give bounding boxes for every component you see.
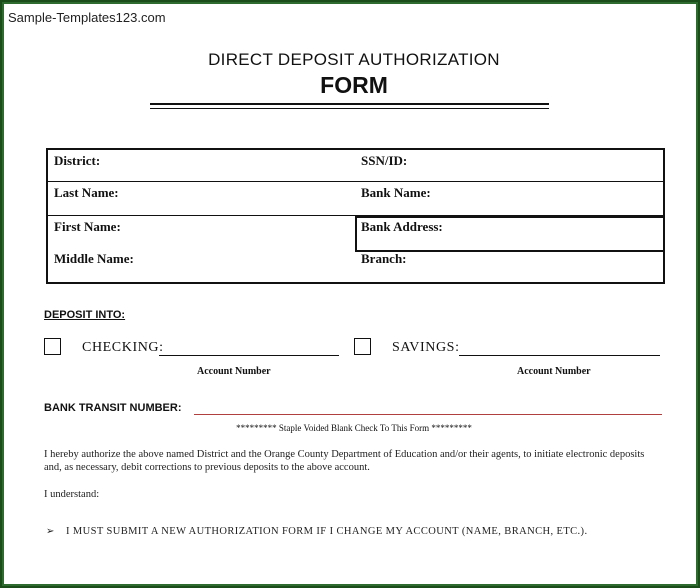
title-rule-thin — [150, 108, 549, 109]
checking-label: CHECKING: — [82, 340, 164, 355]
title-rule-thick — [150, 103, 549, 105]
understand-text: I understand: — [44, 489, 100, 500]
account-change-statement: I MUST SUBMIT A NEW AUTHORIZATION FORM IF I CHANGE MY ACCOUNT (NAME, BRANCH, ETC.). — [66, 526, 588, 537]
checking-account-line[interactable] — [159, 355, 339, 356]
transit-number-line[interactable] — [194, 414, 662, 415]
bank-name-field[interactable]: Bank Name: — [361, 185, 431, 200]
deposit-into-heading: DEPOSIT INTO: — [44, 309, 126, 321]
ssn-field[interactable]: SSN/ID: — [361, 153, 408, 168]
checking-account-caption: Account Number — [197, 366, 271, 377]
last-name-field[interactable]: Last Name: — [54, 185, 119, 200]
checking-checkbox[interactable] — [44, 338, 61, 355]
transit-number-label: BANK TRANSIT NUMBER: — [44, 402, 182, 414]
personal-info-box — [46, 148, 665, 284]
form-title: DIRECT DEPOSIT AUTHORIZATION — [208, 50, 500, 69]
form-page — [2, 2, 698, 586]
row-divider — [48, 181, 663, 182]
form-subtitle: FORM — [320, 72, 388, 98]
bank-address-field[interactable]: Bank Address: — [361, 219, 443, 234]
watermark-text: Sample-Templates123.com — [8, 10, 166, 25]
savings-account-line[interactable] — [459, 355, 660, 356]
savings-label: SAVINGS: — [392, 340, 460, 355]
branch-field[interactable]: Branch: — [361, 251, 407, 266]
arrow-bullet-icon: ➢ — [46, 526, 55, 537]
savings-checkbox[interactable] — [354, 338, 371, 355]
first-name-field[interactable]: First Name: — [54, 219, 121, 234]
savings-account-caption: Account Number — [517, 366, 591, 377]
staple-note: ********* Staple Voided Blank Check To This Form ********* — [236, 423, 472, 433]
authorization-paragraph: I hereby authorize the above named District and the Orange County Department of Education and/or their agents, to initiate electronic deposits and, as necessary, debit corrections to previous deposits to the above account. — [44, 449, 645, 473]
middle-name-field[interactable]: Middle Name: — [54, 251, 134, 266]
district-field[interactable]: District: — [54, 153, 101, 168]
